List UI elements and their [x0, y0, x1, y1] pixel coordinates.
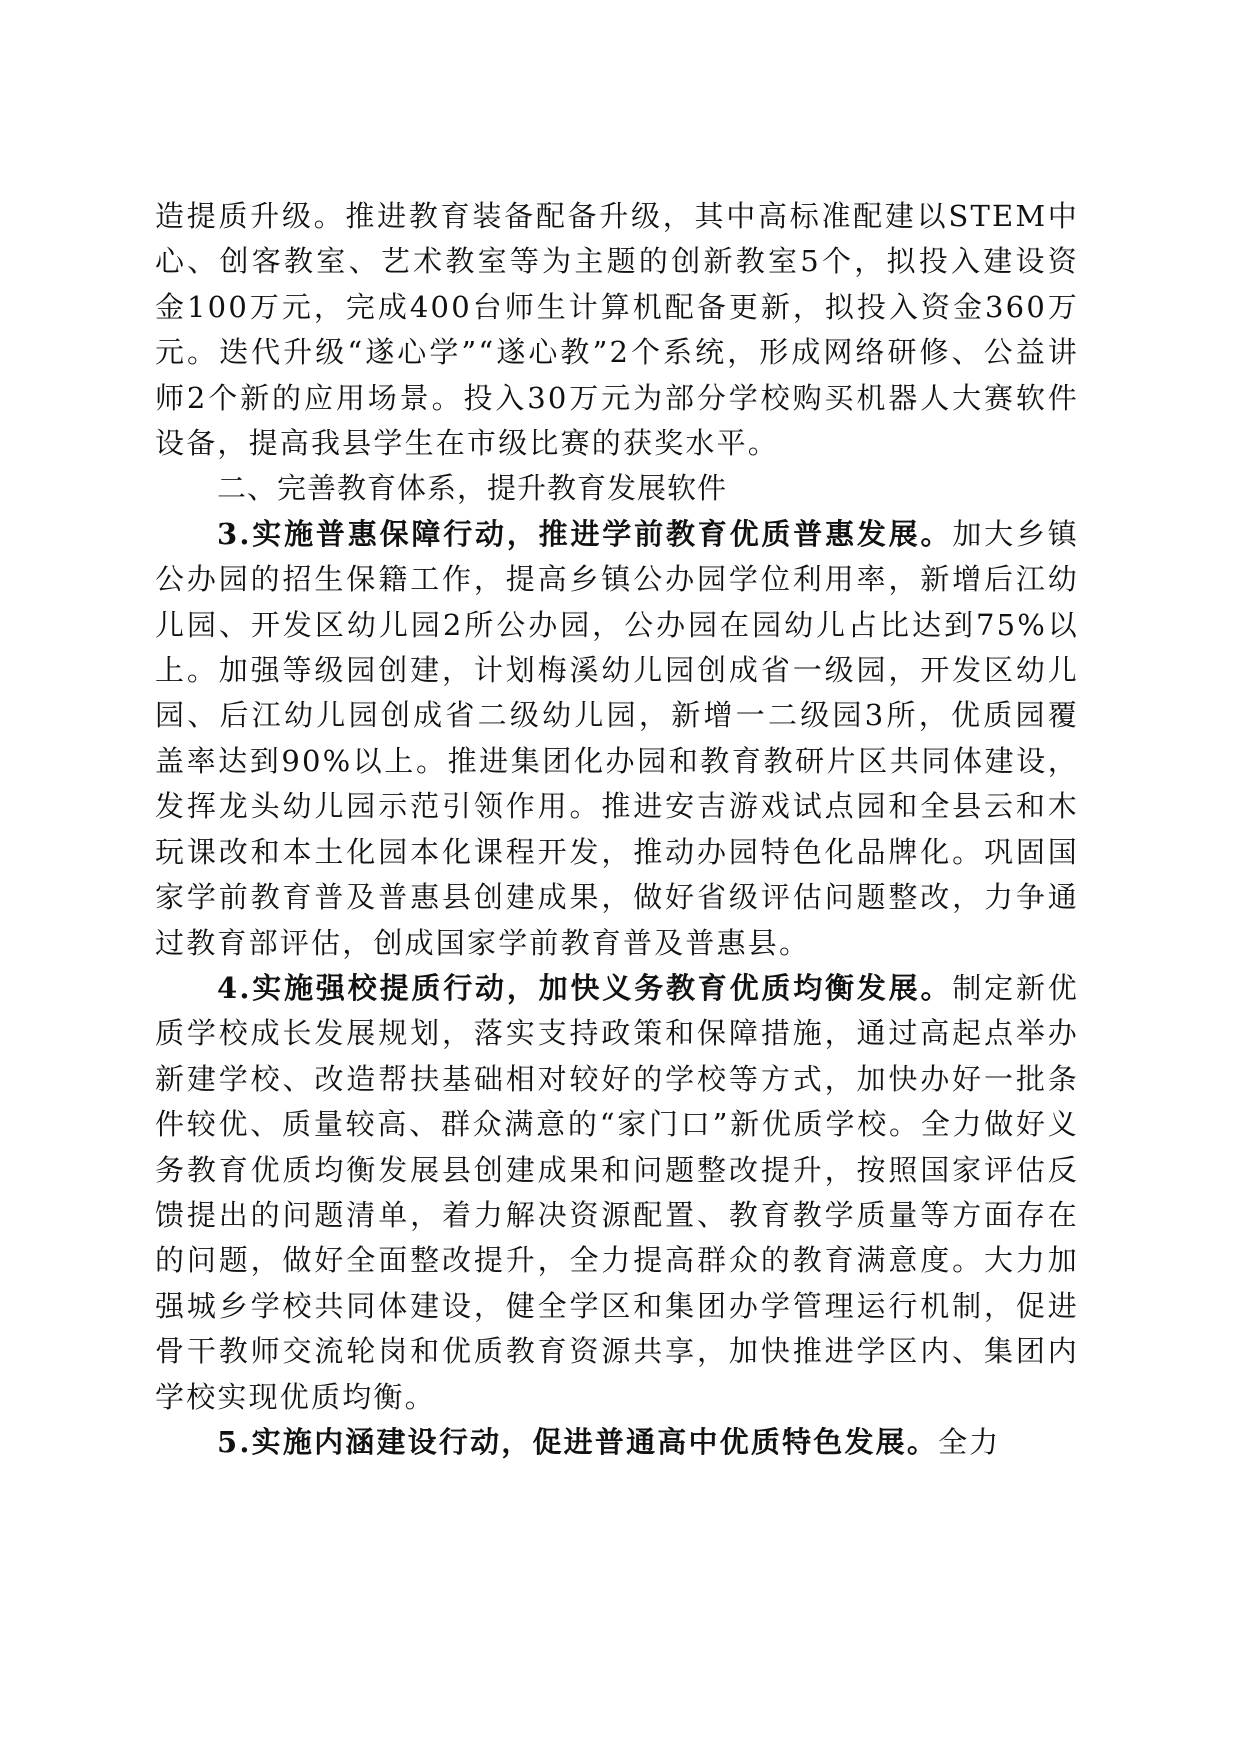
paragraph-lead: 3.实施普惠保障行动，推进学前教育优质普惠发展。 [217, 516, 953, 551]
section-heading-2 [155, 466, 1079, 511]
paragraph-text: 制定新优质学校成长发展规划，落实支持政策和保障措施，通过高起点举办新建学校、改造帮扶基础相对较好的学校等方式，加快办好一批条件较优、质量较高、群众满意的“家门口”新优质学校。全力做好义务教育优质均衡发展县创建成果和问题整改提升，按照国家评估反馈提出的问题清单，着力解决资源配置、教育教学质量等方面存在的问题，做好全面整改提升，全力提高群众的教育满意度。大力加强城乡学校共同体建设，健全学区和集团办学管理运行机制，促进骨干教师交流轮岗和优质教育资源共享，加快推进学区内、集团内学校实现优质均衡。 [155, 970, 1079, 1414]
paragraph-high-school [155, 1420, 1079, 1465]
paragraph-text: 造提质升级。推进教育装备配备升级，其中高标准配建以STEM中心、创客教室、艺术教室等为主题的创新教室5个，拟投入建设资金100万元，完成400台师生计算机配备更新，拟投入资金360万元。迭代升级“遂心学”“遂心教”2个系统，形成网络研修、公益讲师2个新的应用场景。投入30万元为部分学校购买机器人大赛软件设备，提高我县学生在市级比赛的获奖水平。 [155, 199, 1079, 461]
paragraph-equipment-upgrade [155, 194, 1079, 466]
paragraph-text: 全力 [938, 1424, 1001, 1459]
paragraph-text: 加大乡镇公办园的招生保籍工作，提高乡镇公办园学位利用率，新增后江幼儿园、开发区幼儿园2所公办园，公办园在园幼儿占比达到75%以上。加强等级园创建，计划梅溪幼儿园创成省一级园，开发区幼儿园、后江幼儿园创成省二级幼儿园，新增一二级园3所，优质园覆盖率达到90%以上。推进集团化办园和教育教研片区共同体建设，发挥龙头幼儿园示范引领作用。推进安吉游戏试点园和全县云和木玩课改和本土化园本化课程开发，推动办园特色化品牌化。巩固国家学前教育普及普惠县创建成果，做好省级评估问题整改，力争通过教育部评估，创成国家学前教育普及普惠县。 [155, 516, 1079, 960]
paragraph-lead: 4.实施强校提质行动，加快义务教育优质均衡发展。 [217, 970, 953, 1005]
section-heading-text: 二、完善教育体系，提升教育发展软件 [217, 471, 728, 506]
paragraph-lead: 5.实施内涵建设行动，促进普通高中优质特色发展。 [217, 1424, 939, 1459]
paragraph-preschool [155, 512, 1079, 966]
paragraph-compulsory-education [155, 966, 1079, 1420]
document-body [155, 194, 1079, 1465]
